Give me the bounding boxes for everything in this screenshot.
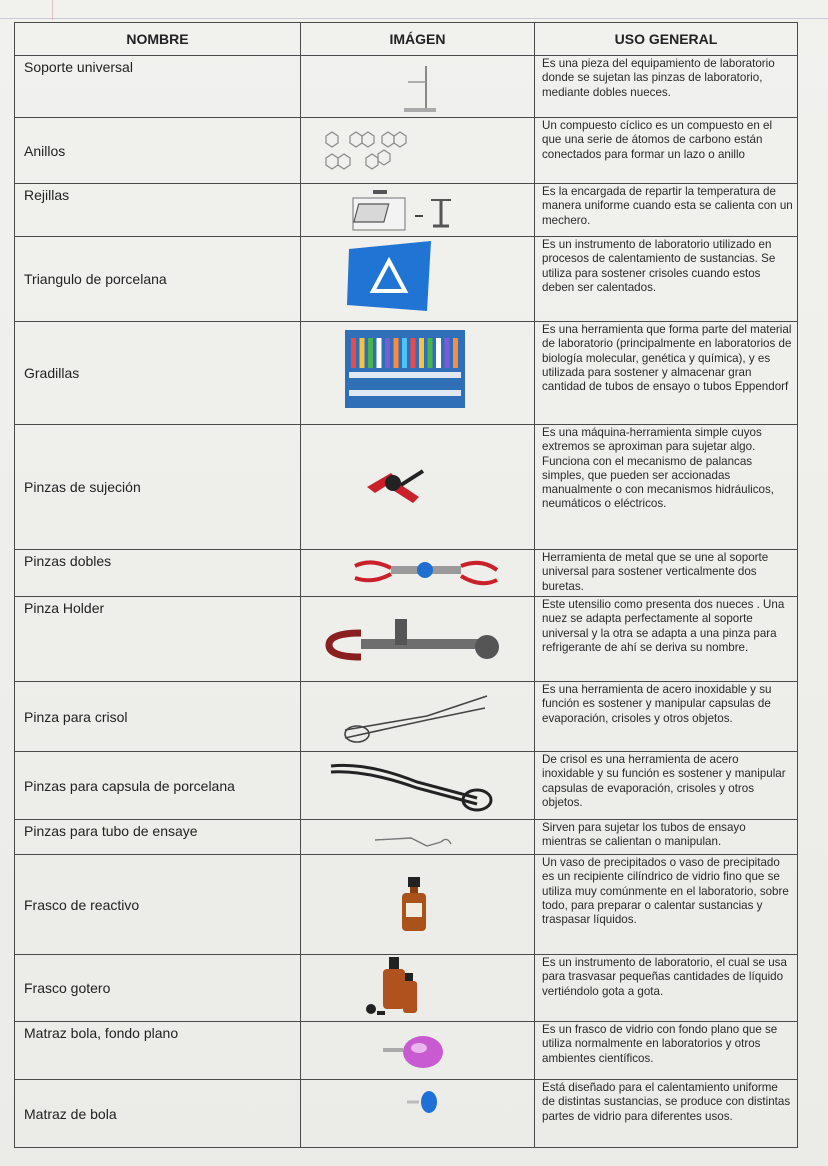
clamp-tongs-icon — [361, 463, 431, 513]
row-name: Matraz bola, fondo plano — [15, 1022, 301, 1080]
ruled-line — [0, 18, 828, 19]
row-use: Es una herramienta que forma parte del material de laboratorio (principalmente en laboratorios de biología molecular, genética y química), y es utilizada para sostener y almacenar gran cantidad de tubos de ensayo o tubos Eppendorf — [535, 322, 798, 425]
row-name: Pinza para crisol — [15, 682, 301, 752]
row-image — [301, 1080, 535, 1148]
row-image — [301, 322, 535, 425]
row-image — [301, 682, 535, 752]
rack-tube — [394, 338, 399, 368]
rack-tube — [360, 338, 365, 368]
capsule-tongs-icon — [327, 758, 497, 814]
test-tube-rack-icon — [345, 330, 465, 408]
row-image — [301, 237, 535, 322]
row-use: Es una pieza del equipamiento de laboratorio donde se sujetan las pinzas de laboratorio, mediante dobles nueces. — [535, 56, 798, 118]
rack-tube — [402, 338, 407, 368]
table-row — [15, 56, 798, 118]
table-row — [15, 752, 798, 820]
double-clamp-icon — [351, 554, 501, 594]
rack-tube — [377, 338, 382, 368]
table-row — [15, 1022, 798, 1080]
row-image — [301, 855, 535, 955]
table-row — [15, 1080, 798, 1148]
row-name: Pinzas para tubo de ensaye — [15, 820, 301, 855]
row-name: Pinza Holder — [15, 597, 301, 682]
rack-tube — [351, 338, 356, 368]
round-flask-icon — [405, 1088, 445, 1118]
flat-bottom-flask-icon — [381, 1032, 451, 1072]
rack-tube — [436, 338, 441, 368]
rack-tube — [411, 338, 416, 368]
row-name: Frasco de reactivo — [15, 855, 301, 955]
row-image — [301, 56, 535, 118]
row-image — [301, 752, 535, 820]
header-imagen: IMÁGEN — [301, 23, 535, 56]
row-use: Es un instrumento de laboratorio, el cual se usa para trasvasar pequeñas cantidades de líquido vertiéndolo gota a gota. — [535, 955, 798, 1022]
holder-clamp-icon — [321, 615, 501, 671]
row-name: Pinzas para capsula de porcelana — [15, 752, 301, 820]
row-name: Triangulo de porcelana — [15, 237, 301, 322]
lab-equipment-table — [14, 22, 798, 1148]
row-image — [301, 184, 535, 237]
header-uso: USO GENERAL — [535, 23, 798, 56]
row-use: Es una herramienta de acero inoxidable y su función es sostener y manipular capsulas de evaporación, crisoles y otros objetos. — [535, 682, 798, 752]
header-nombre: NOMBRE — [15, 23, 301, 56]
row-name: Frasco gotero — [15, 955, 301, 1022]
table-row — [15, 855, 798, 955]
row-image — [301, 118, 535, 184]
row-image — [301, 425, 535, 550]
row-use: Es un frasco de vidrio con fondo plano que se utiliza normalmente en laboratorios y otros ambientes científicos. — [535, 1022, 798, 1080]
row-use: Es un instrumento de laboratorio utilizado en procesos de calentamiento de sustancias. Se utiliza para sostener crisoles cuando estos deben ser calentados. — [535, 237, 798, 322]
row-use: Es la encargada de repartir la temperatura de manera uniforme cuando esta se calienta con un mechero. — [535, 184, 798, 237]
table-row — [15, 118, 798, 184]
rack-tube — [368, 338, 373, 368]
table-row — [15, 597, 798, 682]
row-name: Rejillas — [15, 184, 301, 237]
row-name: Soporte universal — [15, 56, 301, 118]
rack-tube — [385, 338, 390, 368]
table-row — [15, 322, 798, 425]
row-use: Sirven para sujetar los tubos de ensayo mientras se calientan o manipulan. — [535, 820, 798, 855]
row-name: Anillos — [15, 118, 301, 184]
rack-tube — [419, 338, 424, 368]
row-image — [301, 597, 535, 682]
rack-tube — [445, 338, 450, 368]
row-name: Pinzas de sujeción — [15, 425, 301, 550]
ring-stand-icon — [396, 62, 446, 114]
row-image — [301, 820, 535, 855]
porcelain-triangle-icon — [345, 239, 433, 313]
table-row — [15, 820, 798, 855]
margin-line — [52, 0, 53, 20]
wire-gauze-icon — [351, 188, 461, 234]
row-use: De crisol es una herramienta de acero inoxidable y su función es sostener y manipular capsulas de evaporación, crisoles y otros objetos. — [535, 752, 798, 820]
header-row — [15, 23, 798, 56]
reagent-bottle-icon — [399, 877, 429, 933]
row-image — [301, 550, 535, 597]
dropper-bottle-icon — [365, 955, 445, 1021]
row-name: Matraz de bola — [15, 1080, 301, 1148]
row-image — [301, 955, 535, 1022]
row-use: Este utensilio como presenta dos nueces . Una nuez se adapta perfectamente al soporte universal y la otra se adapta a una pinza para refrigerante de ahí se deriva su nombre. — [535, 597, 798, 682]
row-use: Es una máquina-herramienta simple cuyos extremos se aproximan para sujetar algo. Funciona con el mecanismo de palancas simples, que pueden ser accionadas manualmente o con mecanismos hidráulicos, neumáticos o eléctricos. — [535, 425, 798, 550]
row-name: Pinzas dobles — [15, 550, 301, 597]
table-row — [15, 682, 798, 752]
row-use: Herramienta de metal que se une al soporte universal para sostener verticalmente dos buretas. — [535, 550, 798, 597]
row-use: Un compuesto cíclico es un compuesto en el que una serie de átomos de carbono están conectados para formar un lazo o anillo — [535, 118, 798, 184]
row-use: Está diseñado para el calentamiento uniforme de distintas sustancias, se produce con distintas partes de vidrio para diferentes usos. — [535, 1080, 798, 1148]
table-row — [15, 184, 798, 237]
rack-tube — [428, 338, 433, 368]
test-tube-holder-icon — [371, 830, 471, 854]
table-row — [15, 425, 798, 550]
row-name: Gradillas — [15, 322, 301, 425]
table-row — [15, 550, 798, 597]
crucible-tongs-icon — [341, 690, 491, 748]
cyclic-compound-icon — [316, 124, 416, 176]
row-use: Un vaso de precipitados o vaso de precipitado es un recipiente cilíndrico de vidrio fino que se utiliza muy comúnmente en el laboratorio, sobre todo, para preparar o calentar sustancias y traspasar líquidos. — [535, 855, 798, 955]
table-row — [15, 955, 798, 1022]
rack-tube — [453, 338, 458, 368]
table-row — [15, 237, 798, 322]
row-image — [301, 1022, 535, 1080]
